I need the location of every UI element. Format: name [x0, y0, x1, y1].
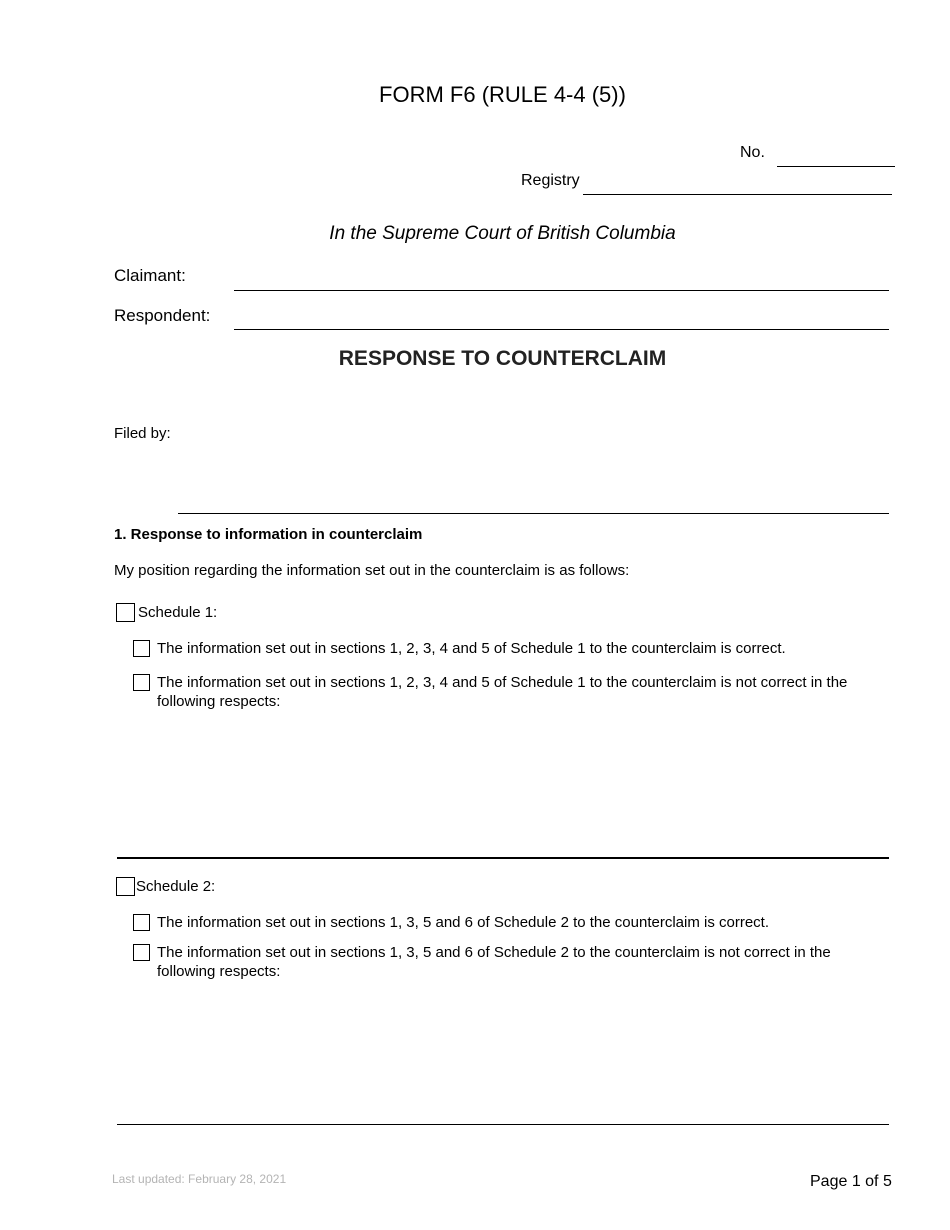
- last-updated-note: Last updated: February 28, 2021: [112, 1172, 287, 1186]
- claimant-label: Claimant:: [114, 266, 186, 285]
- schedule-1-correct-text: The information set out in sections 1, 2, 3, 4 and 5 of Schedule 1 to the counterclaim is correct.: [157, 640, 786, 657]
- filed-by-label: Filed by:: [114, 425, 171, 442]
- document-title: RESPONSE TO COUNTERCLAIM: [338, 347, 667, 370]
- respondent-field[interactable]: [234, 311, 889, 330]
- schedule-2-label: Schedule 2:: [136, 878, 216, 895]
- file-number-field[interactable]: [777, 148, 895, 167]
- schedule-2-correct-checkbox[interactable]: [133, 914, 150, 931]
- schedule-2-not-correct-checkbox[interactable]: [133, 944, 150, 961]
- schedule-1-response-area[interactable]: [117, 857, 889, 859]
- schedule-1-label: Schedule 1:: [138, 604, 218, 621]
- schedule-1-not-correct-text-cont: following respects:: [157, 693, 281, 710]
- claimant-field[interactable]: [234, 272, 889, 291]
- schedule-2-checkbox[interactable]: [116, 877, 135, 896]
- schedule-1-not-correct-checkbox[interactable]: [133, 674, 150, 691]
- schedule-2-not-correct-text-cont: following respects:: [157, 963, 281, 980]
- schedule-2-response-area[interactable]: [117, 1124, 889, 1125]
- schedule-1-not-correct-text: The information set out in sections 1, 2, 3, 4 and 5 of Schedule 1 to the counterclaim is not correct in the: [157, 674, 848, 691]
- file-number-label: No.: [740, 144, 765, 161]
- registry-field[interactable]: [583, 176, 892, 195]
- registry-label: Registry: [521, 172, 580, 189]
- section-1-intro: My position regarding the information set out in the counterclaim is as follows:: [114, 562, 630, 579]
- section-1-heading: 1. Response to information in counterclaim: [114, 526, 423, 543]
- court-name: In the Supreme Court of British Columbia: [329, 223, 676, 244]
- respondent-label: Respondent:: [114, 306, 211, 325]
- schedule-1-correct-checkbox[interactable]: [133, 640, 150, 657]
- schedule-2-correct-text: The information set out in sections 1, 3, 5 and 6 of Schedule 2 to the counterclaim is correct.: [157, 914, 769, 931]
- filed-by-field[interactable]: [178, 495, 889, 514]
- page-number: Page 1 of 5: [810, 1173, 892, 1190]
- schedule-2-not-correct-text: The information set out in sections 1, 3, 5 and 6 of Schedule 2 to the counterclaim is not correct in the: [157, 944, 831, 961]
- schedule-1-checkbox[interactable]: [116, 603, 135, 622]
- form-title: FORM F6 (RULE 4-4 (5)): [379, 82, 626, 107]
